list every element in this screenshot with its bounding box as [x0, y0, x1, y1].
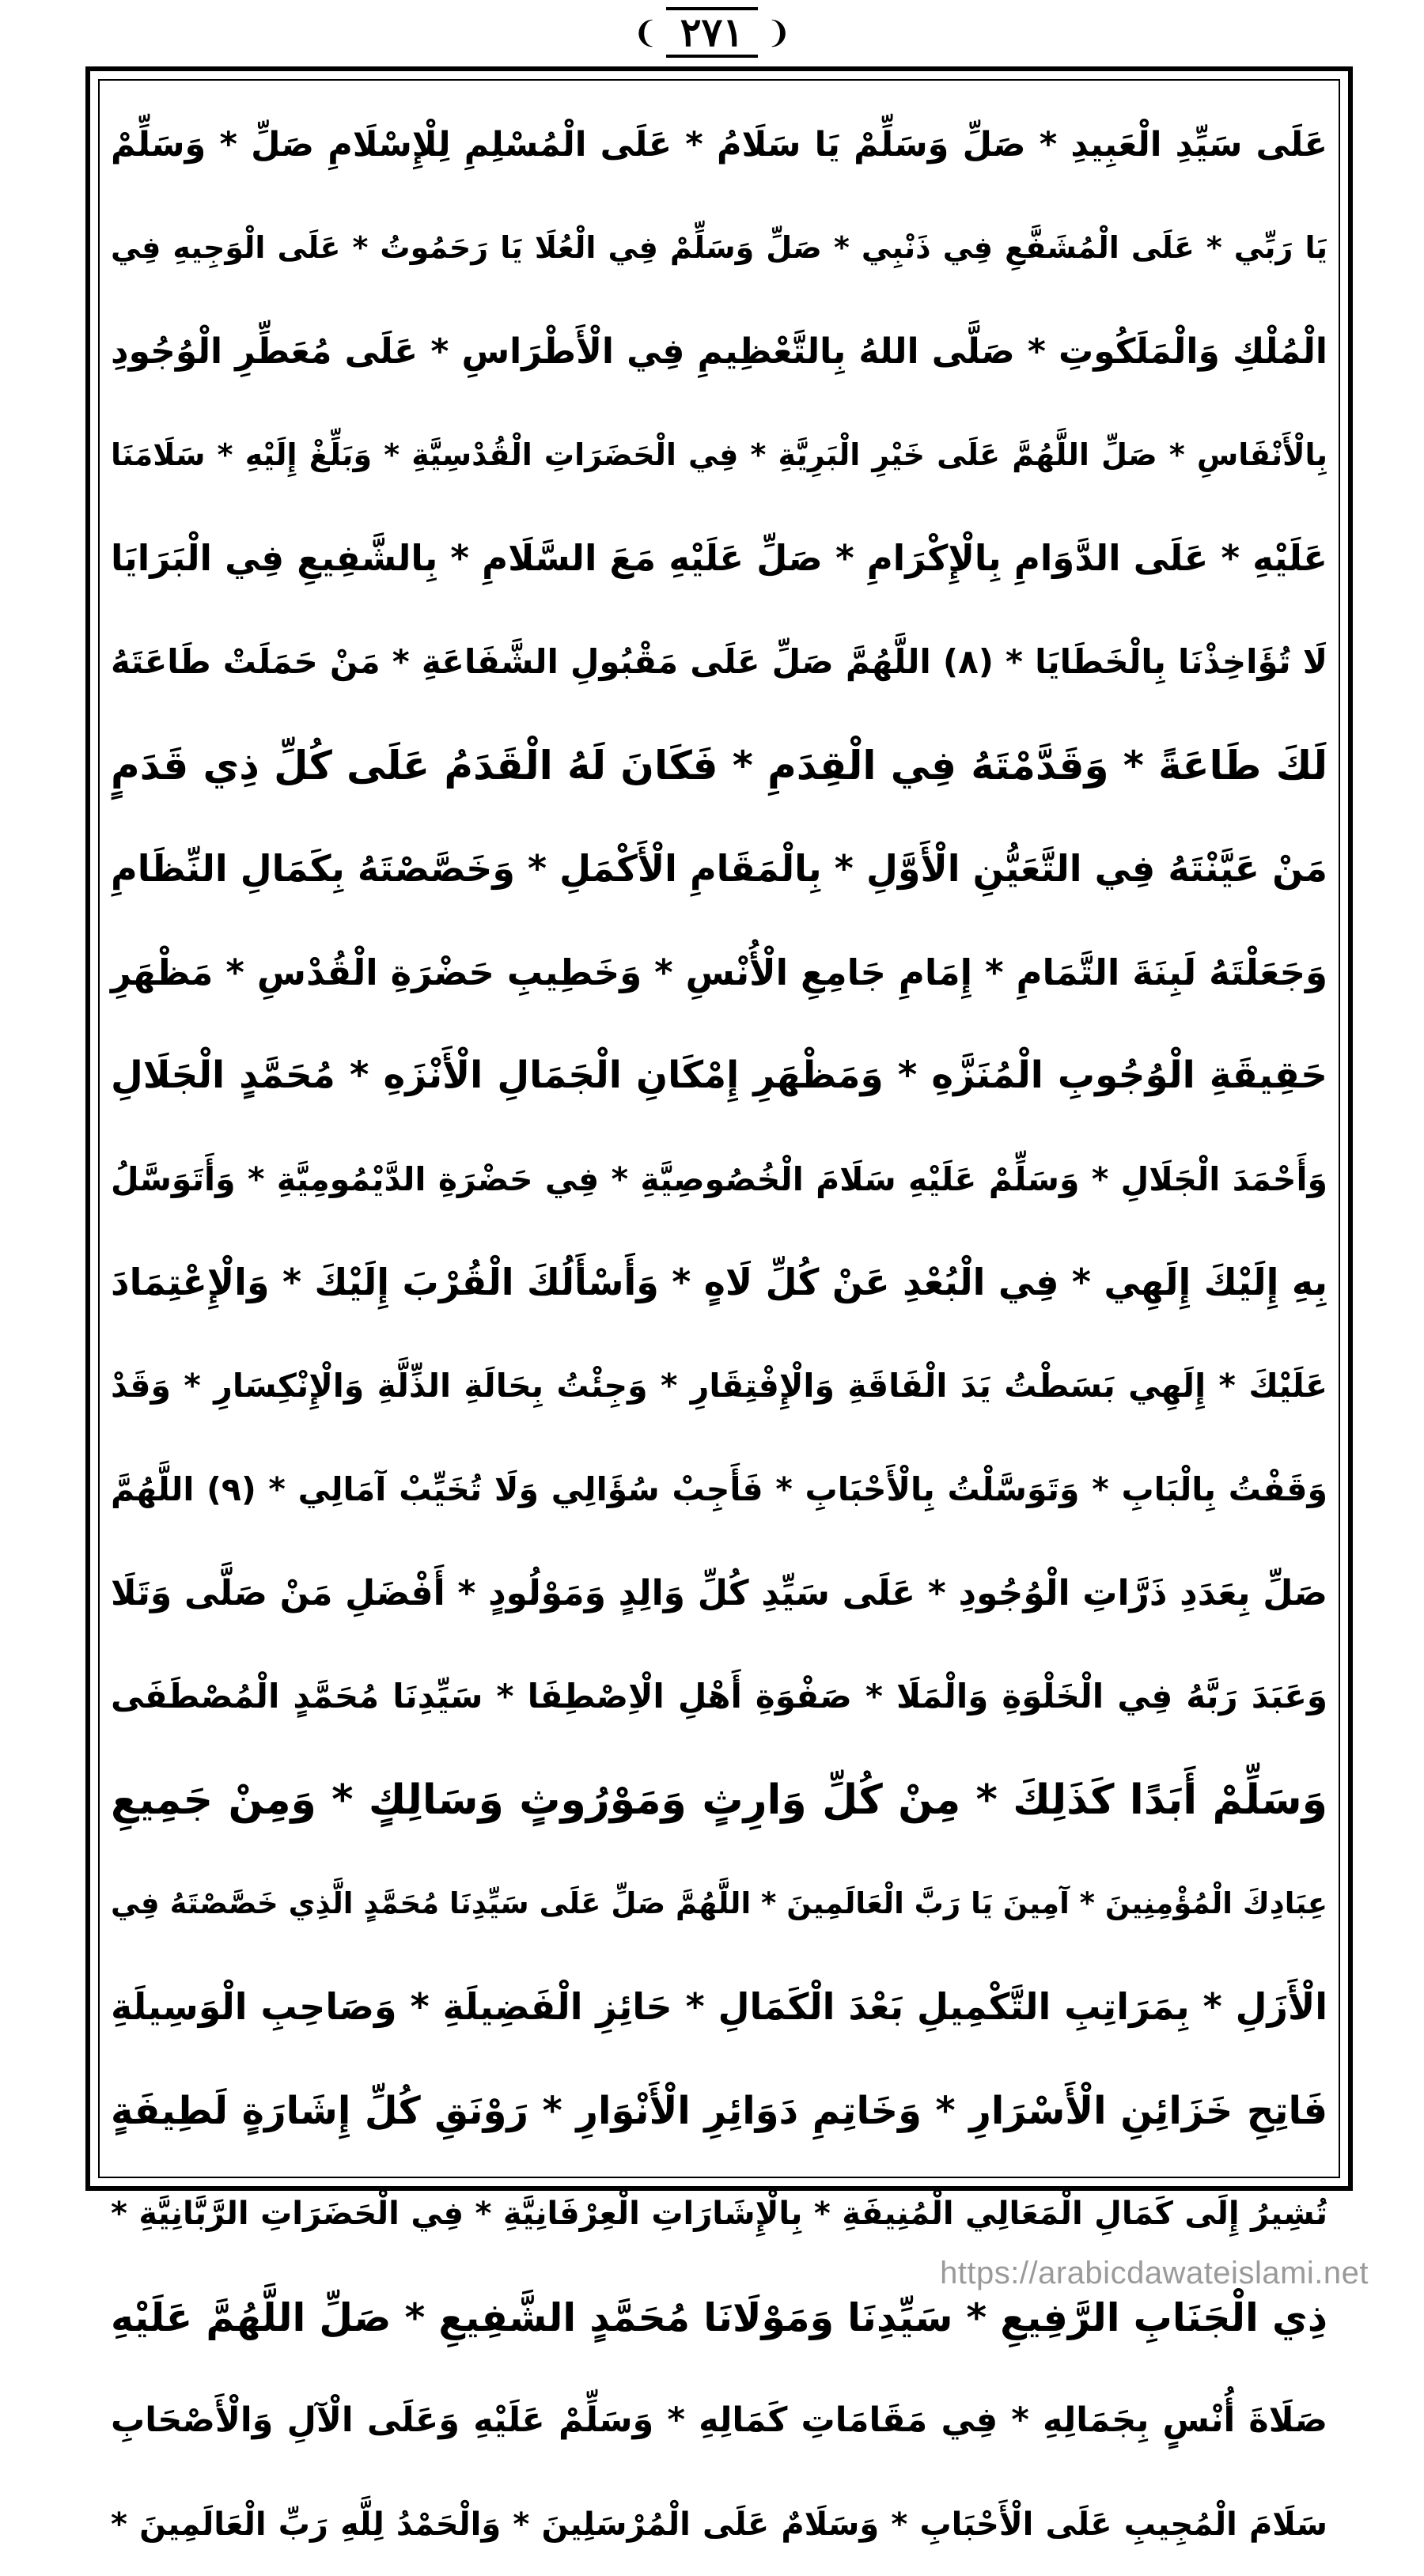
text-line-content: لَكَ طَاعَةً * وَقَدَّمْتَهُ فِي الْقِدَمِ * فَكَانَ لَهُ الْقَدَمُ عَلَى كُلِّ ذِي قَدَمٍ — [111, 742, 1327, 789]
text-line-content: وَعَبَدَ رَبَّهُ فِي الْخَلْوَةِ وَالْمَلَا * صَفْوَةِ أَهْلِ الْاِصْطِفَا * سَيِّدِنَا مُحَمَّدٍ الْمُصْطَفَى — [111, 1677, 1327, 1716]
text-line — [111, 403, 1327, 507]
text-line-content: وَسَلِّمْ أَبَدًا كَذَلِكَ * مِنْ كُلِّ وَارِثٍ وَمَوْرُوثٍ وَسَالِكٍ * وَمِنْ جَمِيعِ — [111, 1776, 1327, 1824]
text-line-content: الْمُلْكِ وَالْمَلَكُوتِ * صَلَّى اللهُ بِالتَّعْظِيمِ فِي الْأَطْرَاسِ * عَلَى مُعَطِّرِ الْوُجُودِ — [111, 331, 1327, 373]
text-line-content: بِالْأَنْفَاسِ * صَلِّ اللَّهُمَّ عَلَى خَيْرِ الْبَرِيَّةِ * فِي الْحَضَرَاتِ الْقُدْسِيَّةِ * وَبَلِّغْ إِلَيْهِ * سَلَامَنَا — [111, 437, 1327, 473]
text-line-content: فَاتِحِ خَزَائِنِ الْأَسْرَارِ * وَخَاتِمِ دَوَائِرِ الْأَنْوَارِ * رَوْنَقِ كُلِّ إِشَارَةٍ لَطِيفَةٍ — [111, 2088, 1327, 2133]
page-number-ornament — [633, 7, 791, 58]
text-line — [111, 2370, 1327, 2473]
watermark-url: https://arabicdawateislami.net — [940, 2256, 1369, 2290]
text-line-content: وَأَحْمَدَ الْجَلَالِ * وَسَلِّمْ عَلَيْهِ سَلَامَ الْخُصُوصِيَّةِ * فِي حَضْرَةِ الدَّيْمُومِيَّةِ * وَأَتَوَسَّلُ — [111, 1159, 1327, 1198]
text-line — [111, 2162, 1327, 2266]
text-line — [111, 1128, 1327, 1231]
text-line-content: سَلَامَ الْمُجِيبِ عَلَى الْأَحْبَابِ * وَسَلَامٌ عَلَى الْمُرْسَلِينَ * وَالْحَمْدُ لِلَّهِ رَبِّ الْعَالَمِينَ * — [111, 2506, 1327, 2543]
page-number: ٢٧١ — [666, 7, 759, 58]
text-line — [111, 1024, 1327, 1128]
text-line — [111, 1231, 1327, 1335]
text-line-content: عِبَادِكَ الْمُؤْمِنِينَ * آمِينَ يَا رَبَّ الْعَالَمِينَ * اللَّهُمَّ صَلِّ عَلَى سَيِّدِنَا مُحَمَّدٍ الَّذِي خَصَّصْتَهُ فِي — [111, 1886, 1327, 1920]
ornament-right-icon: ❩ — [766, 15, 792, 50]
text-line — [111, 921, 1327, 1024]
text-line-content: وَجَعَلْتَهُ لَبِنَةَ التَّمَامِ * إِمَامِ جَامِعِ الْأُنْسِ * وَخَطِيبِ حَضْرَةِ الْقُدْسِ * مَظْهَرِ — [111, 951, 1327, 993]
text-line-content: ذِي الْجَنَابِ الرَّفِيعِ * سَيِّدِنَا وَمَوْلَانَا مُحَمَّدٍ الشَّفِيعِ * صَلِّ اللَّهُمَّ عَلَيْهِ — [111, 2294, 1327, 2340]
text-line — [111, 2059, 1327, 2162]
text-line — [111, 2472, 1327, 2576]
text-line-content: عَلَى سَيِّدِ الْعَبِيدِ * صَلِّ وَسَلِّمْ يَا سَلَامُ * عَلَى الْمُسْلِمِ لِلْإِسْلَامِ صَلِّ * وَسَلِّمْ — [111, 124, 1327, 165]
text-line — [111, 1749, 1327, 1852]
text-line-content: حَقِيقَةِ الْوُجُوبِ الْمُنَزَّهِ * وَمَظْهَرِ إِمْكَانِ الْجَمَالِ الْأَنْزَهِ * مُحَمَّدٍ الْجَلَالِ — [111, 1053, 1327, 1098]
text-line-content: مَنْ عَيَّنْتَهُ فِي التَّعَيُّنِ الْأَوَّلِ * بِالْمَقَامِ الْأَكْمَلِ * وَخَصَّصْتَهُ بِكَمَالِ النِّظَامِ — [111, 847, 1327, 891]
text-line-content: تُشِيرُ إِلَى كَمَالِ الْمَعَالِي الْمُنِيفَةِ * بِالْإِشَارَاتِ الْعِرْفَانِيَّةِ * فِي الْحَضَرَاتِ الرَّبَّانِيَّةِ * — [111, 2196, 1327, 2233]
text-line-content: لَا تُؤَاخِذْنَا بِالْخَطَايَا * (٨) اللَّهُمَّ صَلِّ عَلَى مَقْبُولِ الشَّفَاعَةِ * مَنْ حَمَلَتْ طَاعَتَهُ — [111, 642, 1327, 682]
text-line — [111, 197, 1327, 301]
text-line-content: صَلِّ بِعَدَدِ ذَرَّاتِ الْوُجُودِ * عَلَى سَيِّدِ كُلِّ وَالِدٍ وَمَوْلُودٍ * أَفْضَلِ مَنْ صَلَّى وَتَلَا — [111, 1573, 1327, 1614]
text-line — [111, 1438, 1327, 1541]
text-line — [111, 301, 1327, 404]
text-line-content: يَا رَبِّي * عَلَى الْمُشَفَّعِ فِي ذَنْبِي * صَلِّ وَسَلِّمْ فِي الْعُلَا يَا رَحَمُوتُ * عَلَى الْوَجِيهِ فِي — [111, 230, 1327, 266]
text-line — [111, 714, 1327, 818]
ornament-left-icon: ❨ — [632, 15, 658, 50]
text-line — [111, 1645, 1327, 1749]
text-line — [111, 1335, 1327, 1439]
text-line-content: وَقَفْتُ بِالْبَابِ * وَتَوَسَّلْتُ بِالْأَحْبَابِ * فَأَجِبْ سُؤَالِي وَلَا تُخَيِّبْ آمَالِي * (٩) اللَّهُمَّ — [111, 1470, 1327, 1509]
text-line-content: بِهِ إِلَيْكَ إِلَهِي * فِي الْبُعْدِ عَنْ كُلِّ لَاهٍ * وَأَسْأَلُكَ الْقُرْبَ إِلَيْكَ * وَالْإِعْتِمَادَ — [111, 1261, 1327, 1304]
text-line-content: صَلَاةَ أُنْسٍ بِجَمَالِهِ * فِي مَقَامَاتِ كَمَالِهِ * وَسَلِّمْ عَلَيْهِ وَعَلَى الْآلِ وَالْأَصْحَابِ — [111, 2400, 1327, 2441]
text-line-content: عَلَيْهِ * عَلَى الدَّوَامِ بِالْإِكْرَامِ * صَلِّ عَلَيْهِ مَعَ السَّلَامِ * بِالشَّفِيعِ فِي الْبَرَايَا — [111, 537, 1327, 580]
text-line — [111, 1852, 1327, 1956]
text-line-content: عَلَيْكَ * إِلَهِي بَسَطْتُ يَدَ الْفَاقَةِ وَالْإِفْتِقَارِ * وَجِئْتُ بِحَالَةِ الذِّلَّةِ وَالْإِنْكِسَارِ * وَقَدْ — [111, 1367, 1327, 1405]
text-line — [111, 1541, 1327, 1645]
text-line — [111, 818, 1327, 921]
page-header — [0, 5, 1424, 60]
text-line — [111, 1955, 1327, 2059]
text-line — [111, 611, 1327, 714]
text-line — [111, 93, 1327, 197]
text-line — [111, 507, 1327, 611]
text-line-content: الْأَزَلِ * بِمَرَاتِبِ التَّكْمِيلِ بَعْدَ الْكَمَالِ * حَائِزِ الْفَضِيلَةِ * وَصَاحِبِ الْوَسِيلَةِ — [111, 1984, 1327, 2028]
